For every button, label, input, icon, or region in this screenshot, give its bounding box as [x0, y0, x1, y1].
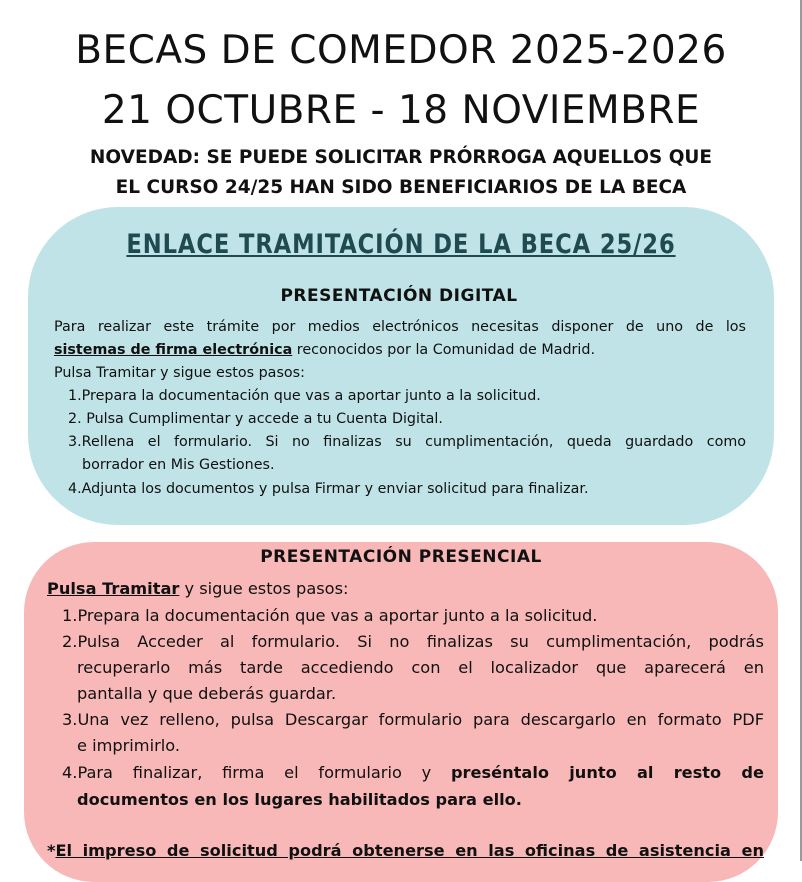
digital-step-3: 3.Rellena el formulario. Si no finalizas su cumplimentación, queda guardado como	[68, 434, 746, 450]
tramitacion-link[interactable]: ENLACE TRAMITACIÓN DE LA BECA 25/26	[126, 229, 676, 260]
firma-electronica-link[interactable]: sistemas de firma electrónica	[54, 342, 293, 358]
pulsa-tramitar-link[interactable]: Pulsa Tramitar	[47, 579, 180, 598]
presencial-heading: PRESENTACIÓN PRESENCIAL	[260, 547, 542, 567]
presencial-step-2-cont2: pantalla y que deberás guardar.	[77, 684, 337, 703]
presencial-step-4: 4.Para finalizar, firma el formulario y preséntalo junto al resto de	[62, 763, 764, 782]
digital-step-3-cont: borrador en Mis Gestiones.	[82, 457, 275, 473]
presencial-step-4-cont: documentos en los lugares habilitados para ello.	[77, 790, 522, 809]
digital-lead: Pulsa Tramitar y sigue estos pasos:	[54, 365, 305, 381]
presencial-step-2-cont1: recuperarlo más tarde accediendo con el localizador que aparecerá en	[77, 658, 764, 677]
presencial-step-3-cont: e imprimirlo.	[77, 736, 180, 755]
presencial-step-2: 2.Pulsa Acceder al formulario. Si no finalizas su cumplimentación, podrás	[62, 632, 764, 651]
novedad-line2: EL CURSO 24/25 HAN SIDO BENEFICIARIOS DE LA BECA	[115, 177, 687, 198]
presencial-lead: Pulsa Tramitar y sigue estos pasos:	[47, 579, 349, 598]
digital-heading: PRESENTACIÓN DIGITAL	[280, 286, 518, 306]
digital-intro-line1: Para realizar este trámite por medios electrónicos necesitas disponer de uno de los	[54, 319, 746, 335]
page-title-line1: BECAS DE COMEDOR 2025-2026	[75, 28, 727, 73]
digital-step-2: 2. Pulsa Cumplimentar y accede a tu Cuenta Digital.	[68, 411, 443, 427]
presencial-note: *El impreso de solicitud podrá obtenerse en las oficinas de asistencia en	[47, 841, 764, 860]
presencial-step-3: 3.Una vez relleno, pulsa Descargar formulario para descargarlo en formato PDF	[62, 710, 764, 729]
page-title-dates: 21 OCTUBRE - 18 NOVIEMBRE	[101, 88, 701, 133]
presencial-step-1: 1.Prepara la documentación que vas a aportar junto a la solicitud.	[62, 606, 598, 625]
digital-step-1: 1.Prepara la documentación que vas a aportar junto a la solicitud.	[68, 388, 541, 404]
digital-step-4: 4.Adjunta los documentos y pulsa Firmar y enviar solicitud para finalizar.	[68, 481, 589, 497]
digital-intro-line2: sistemas de firma electrónica reconocidos por la Comunidad de Madrid.	[54, 342, 596, 358]
novedad-line1: NOVEDAD: SE PUEDE SOLICITAR PRÓRROGA AQUELLOS QUE	[89, 147, 713, 168]
